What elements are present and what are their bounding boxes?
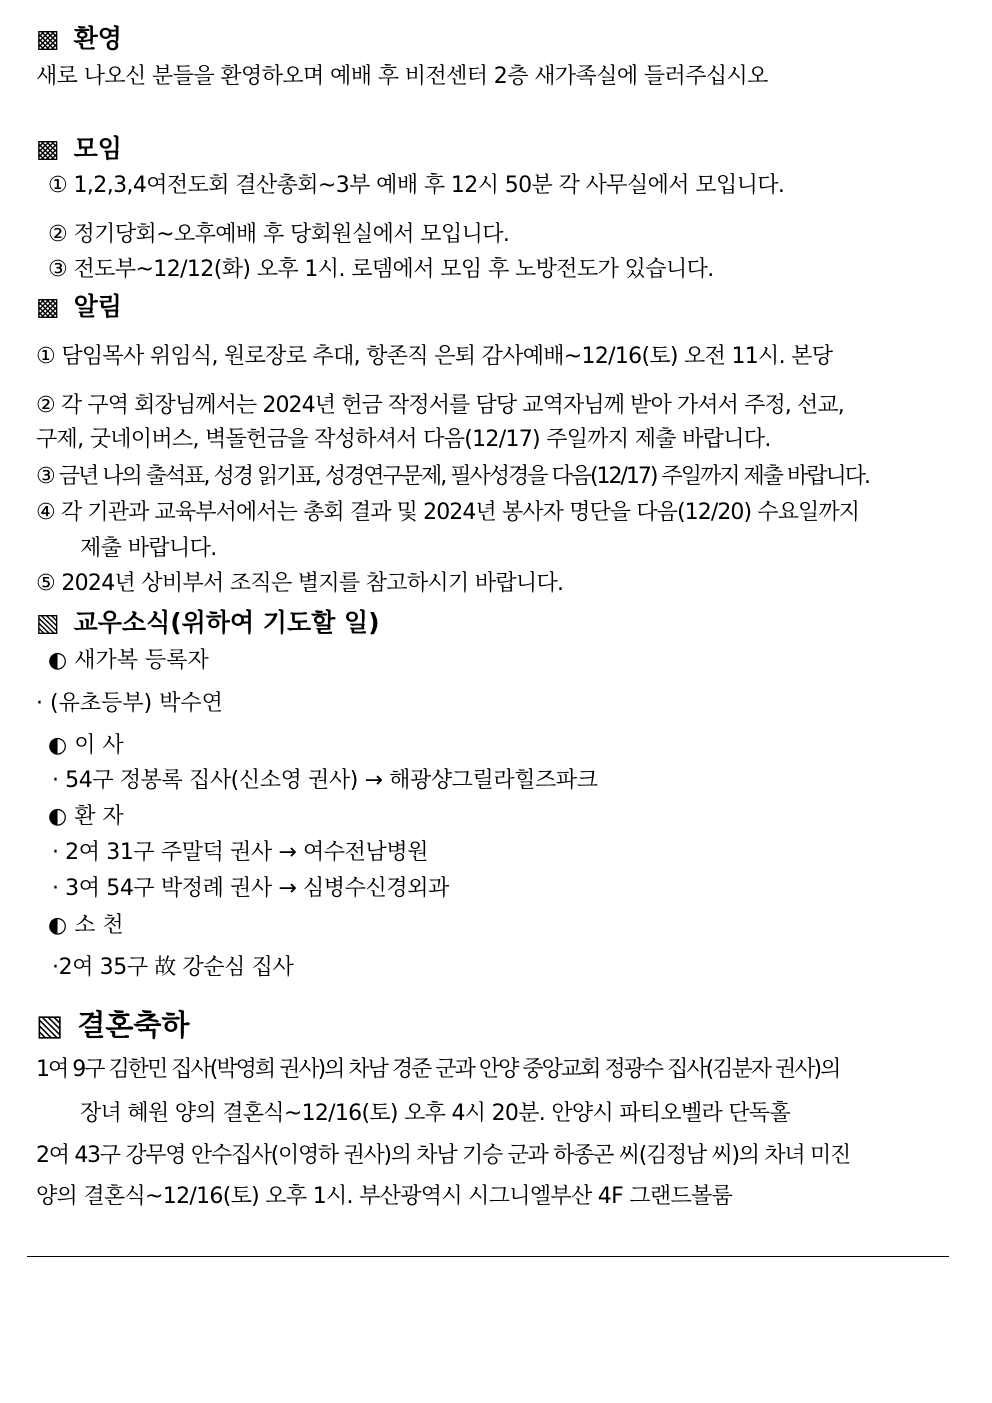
meeting-heading [36, 136, 122, 161]
notice-line: 제출 바랍니다. [80, 536, 217, 561]
hatched-square-icon: ▧ [36, 608, 60, 637]
welcome-title: 환영 [73, 24, 122, 53]
wedding-line: 1여 9구 김한민 집사(박영희 권사)의 차남 경준 군과 안양 중앙교회 정광수 집사(김분자 권사)의 [36, 1057, 840, 1082]
wedding-line: 2여 43구 강무영 안수집사(이영하 권사)의 차남 기승 군과 하종곤 씨(김정남 씨)의 차녀 미진 [36, 1143, 850, 1168]
meeting-item: ② 정기당회~오후예배 후 당회원실에서 모입니다. [48, 222, 510, 247]
welcome-heading [36, 26, 122, 51]
wedding-line: 장녀 혜원 양의 결혼식~12/16(토) 오후 4시 20분. 안양시 파티오벨라 단독홀 [80, 1101, 791, 1126]
meeting-item: ① 1,2,3,4여전도회 결산총회~3부 예배 후 12시 50분 각 사무실에서 모입니다. [48, 173, 785, 198]
news-entry: · (유초등부) 박수연 [36, 691, 223, 716]
bottom-divider [27, 1256, 949, 1257]
welcome-text: 새로 나오신 분들을 환영하오며 예배 후 비전센터 2층 새가족실에 들러주십시오 [36, 64, 768, 89]
news-category: ◐ 이 사 [48, 733, 124, 758]
notice-line: ④ 각 기관과 교육부서에서는 총회 결과 및 2024년 봉사자 명단을 다음(12/20) 수요일까지 [36, 500, 860, 525]
notice-line: ⑤ 2024년 상비부서 조직은 별지를 참고하시기 바랍니다. [36, 571, 564, 596]
notice-line: ① 담임목사 위임식, 원로장로 추대, 항존직 은퇴 감사예배~12/16(토) 오전 11시. 본당 [36, 344, 833, 369]
checkered-square-icon: ▩ [36, 292, 60, 321]
meeting-item: ③ 전도부~12/12(화) 오후 1시. 로뎀에서 모임 후 노방전도가 있습니다. [48, 257, 714, 282]
news-entry: ·2여 35구 故 강순심 집사 [52, 955, 294, 980]
news-entry: · 2여 31구 주말덕 권사 → 여수전남병원 [52, 840, 429, 865]
news-entry: · 54구 정봉록 집사(신소영 권사) → 해광샹그릴라힐즈파크 [52, 768, 598, 793]
notice-line: ② 각 구역 회장님께서는 2024년 헌금 작정서를 담당 교역자님께 받아 가셔서 주정, 선교, [36, 393, 844, 418]
wedding-heading [36, 1008, 190, 1042]
hatched-square-icon: ▧ [36, 1008, 64, 1042]
news-category: ◐ 소 천 [48, 913, 124, 938]
wedding-line: 양의 결혼식~12/16(토) 오후 1시. 부산광역시 시그니엘부산 4F 그랜드볼룸 [36, 1184, 733, 1209]
news-category: ◐ 새가복 등록자 [48, 648, 209, 673]
wedding-title: 결혼축하 [77, 1008, 190, 1042]
news-category: ◐ 환 자 [48, 804, 124, 829]
news-entry: · 3여 54구 박정례 권사 → 심병수신경외과 [52, 876, 449, 901]
notice-title: 알림 [73, 292, 122, 321]
checkered-square-icon: ▩ [36, 24, 60, 53]
news-title: 교우소식(위하여 기도할 일) [73, 608, 380, 637]
notice-heading [36, 294, 122, 319]
checkered-square-icon: ▩ [36, 134, 60, 163]
notice-line: ③ 금년 나의 출석표, 성경 읽기표, 성경연구문제, 필사성경을 다음(12/17) 주일까지 제출 바랍니다. [36, 464, 870, 489]
notice-line: 구제, 굿네이버스, 벽돌헌금을 작성하셔서 다음(12/17) 주일까지 제출 바랍니다. [36, 427, 771, 452]
news-heading [36, 610, 380, 635]
meeting-title: 모임 [73, 134, 122, 163]
